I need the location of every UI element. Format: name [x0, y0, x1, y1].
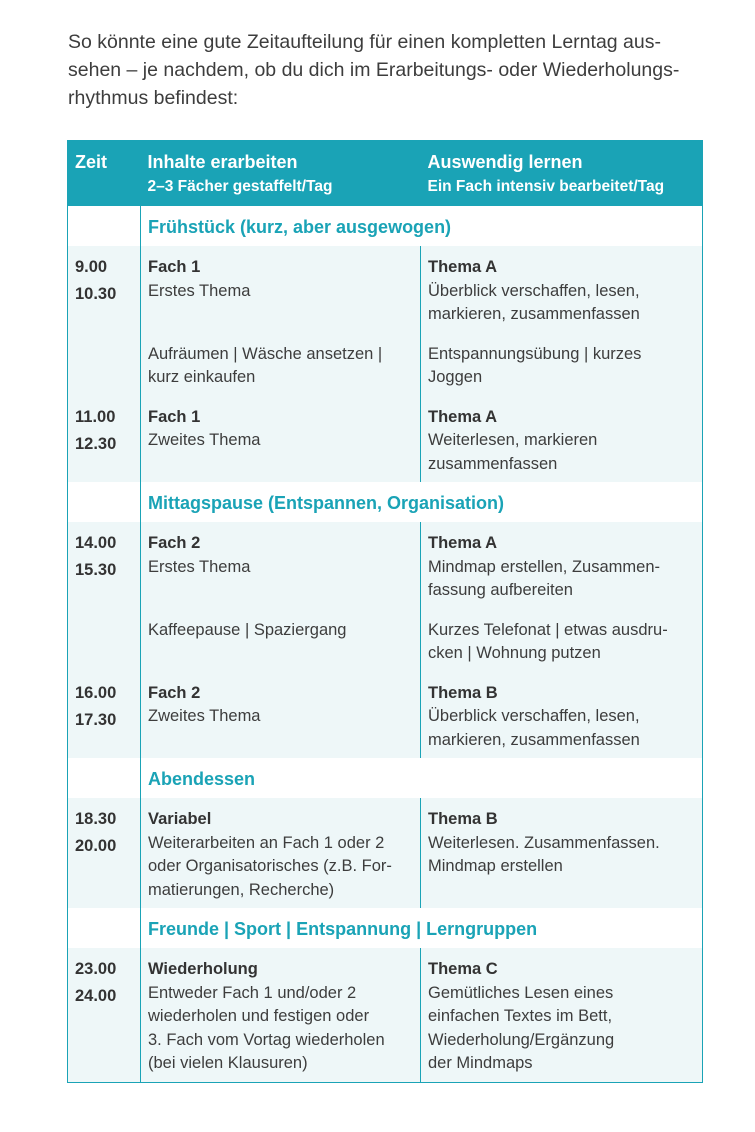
time-slot-row: [68, 396, 703, 483]
column-b-cell: [421, 672, 703, 759]
cell-text: Erstes Thema: [148, 281, 251, 300]
column-a-cell: [141, 948, 421, 1082]
intro-paragraph: So könnte eine gute Zeitaufteilung für einen kompletten Lerntag aus- sehen – je nachdem, ob du dich im Erarbeitungs- oder Wiederholungs- rhythmus befindest:: [68, 31, 680, 109]
header-col-b-title: Auswendig lernen: [427, 152, 583, 172]
subject-title: Thema A: [428, 534, 498, 552]
header-col-b-subtitle: Ein Fach intensiv bearbeitet/Tag: [427, 178, 665, 195]
time-slot-row: [68, 798, 703, 908]
time-slot-row: [68, 948, 703, 1082]
break-label: Frühstück (kurz, aber ausgewogen): [148, 217, 452, 237]
column-a-cell: [141, 522, 421, 609]
column-b-cell: [421, 333, 703, 396]
break-time-cell: [68, 758, 141, 798]
time-slot-row: [68, 246, 703, 333]
start-time: 9.00: [75, 258, 108, 276]
time-cell: [68, 798, 141, 908]
end-time: 20.00: [75, 837, 117, 855]
column-a-cell: [141, 246, 421, 333]
break-time-cell: [68, 206, 141, 246]
cell-text: Kaffeepause | Spaziergang: [148, 620, 347, 639]
end-time: 12.30: [75, 434, 117, 453]
intro-text: [68, 28, 718, 112]
time-slot-row: [68, 522, 703, 609]
end-time: 10.30: [75, 285, 117, 303]
activity-row: [68, 609, 703, 672]
end-time: 24.00: [75, 987, 117, 1005]
table-header: [68, 140, 703, 206]
header-col-a-subtitle: 2–3 Fächer gestaffelt/Tag: [147, 178, 333, 195]
cell-text: Weiterarbeiten an Fach 1 oder 2 oder Organisatorisches (z.B. For- matierungen, Recherche): [148, 833, 392, 899]
cell-text: Erstes Thema: [148, 557, 251, 576]
column-b-cell: [421, 948, 703, 1082]
subject-title: Thema B: [428, 683, 498, 702]
column-a-cell: [141, 798, 421, 908]
header-col-a: [141, 140, 421, 206]
break-label: Mittagspause (Entspannen, Organisation): [148, 493, 505, 513]
column-b-cell: [421, 609, 703, 672]
cell-text: Überblick verschaffen, lesen, markieren, zusammenfassen: [428, 281, 640, 323]
subject-title: Thema A: [428, 258, 498, 276]
column-b-cell: [421, 798, 703, 908]
cell-text: Kurzes Telefonat | etwas ausdru- cken | Wohnung putzen: [428, 620, 668, 662]
start-time: 14.00: [75, 534, 117, 552]
cell-text: Gemütliches Lesen eines einfachen Textes im Bett, Wiederholung/Ergänzung der Mindmaps: [428, 983, 615, 1072]
subject-title: Thema A: [428, 407, 498, 426]
start-time: 16.00: [75, 683, 117, 702]
cell-text: Entweder Fach 1 und/oder 2 wiederholen und festigen oder 3. Fach vom Vortag wiederholen (bei vielen Klausuren): [148, 983, 385, 1072]
break-time-cell: [68, 908, 141, 948]
subject-title: Thema C: [428, 960, 498, 978]
time-cell: [68, 522, 141, 609]
cell-text: Weiterlesen. Zusammenfassen. Mindmap erstellen: [428, 833, 660, 875]
cell-text: Mindmap erstellen, Zusammen- fassung aufbereiten: [428, 557, 660, 599]
schedule-table: [67, 140, 703, 1083]
cell-text: Zweites Thema: [148, 431, 261, 449]
column-b-cell: [421, 396, 703, 483]
column-b-cell: [421, 246, 703, 333]
column-a-cell: [141, 396, 421, 483]
break-time-cell: [68, 482, 141, 522]
cell-text: Überblick verschaffen, lesen, markieren, zusammenfassen: [428, 707, 640, 749]
header-col-b: [421, 140, 703, 206]
header-time: [68, 140, 141, 206]
subject-title: Fach 1: [148, 258, 201, 276]
table-body: [68, 206, 703, 1082]
break-row: [68, 482, 703, 522]
cell-text: Aufräumen | Wäsche ansetzen | kurz einkaufen: [148, 344, 383, 386]
break-row: [68, 908, 703, 948]
subject-title: Fach 1: [148, 407, 201, 426]
time-cell: [68, 246, 141, 333]
cell-text: Weiterlesen, markieren zusammenfassen: [428, 431, 598, 473]
break-row: [68, 758, 703, 798]
end-time: 15.30: [75, 561, 117, 579]
time-cell: [68, 948, 141, 1082]
subject-title: Wiederholung: [148, 960, 258, 978]
subject-title: Fach 2: [148, 683, 201, 702]
header-col-a-title: Inhalte erarbeiten: [147, 152, 298, 172]
break-row: [68, 206, 703, 246]
break-label: Abendessen: [148, 769, 256, 789]
cell-text: Zweites Thema: [148, 707, 261, 725]
column-a-cell: [141, 333, 421, 396]
column-b-cell: [421, 522, 703, 609]
header-time-label: Zeit: [75, 152, 108, 172]
start-time: 11.00: [75, 407, 116, 426]
subject-title: Fach 2: [148, 534, 201, 552]
time-cell: [68, 396, 141, 483]
cell-text: Entspannungsübung | kurzes Joggen: [428, 344, 642, 386]
column-a-cell: [141, 609, 421, 672]
break-label: Freunde | Sport | Entspannung | Lerngruppen: [148, 919, 538, 939]
start-time: 18.30: [75, 810, 117, 828]
subject-title: Thema B: [428, 810, 498, 828]
time-slot-row: [68, 672, 703, 759]
activity-row: [68, 333, 703, 396]
subject-title: Variabel: [148, 810, 212, 828]
end-time: 17.30: [75, 710, 117, 729]
time-cell: [68, 672, 141, 759]
start-time: 23.00: [75, 960, 117, 978]
time-cell: [68, 333, 141, 396]
column-a-cell: [141, 672, 421, 759]
time-cell: [68, 609, 141, 672]
